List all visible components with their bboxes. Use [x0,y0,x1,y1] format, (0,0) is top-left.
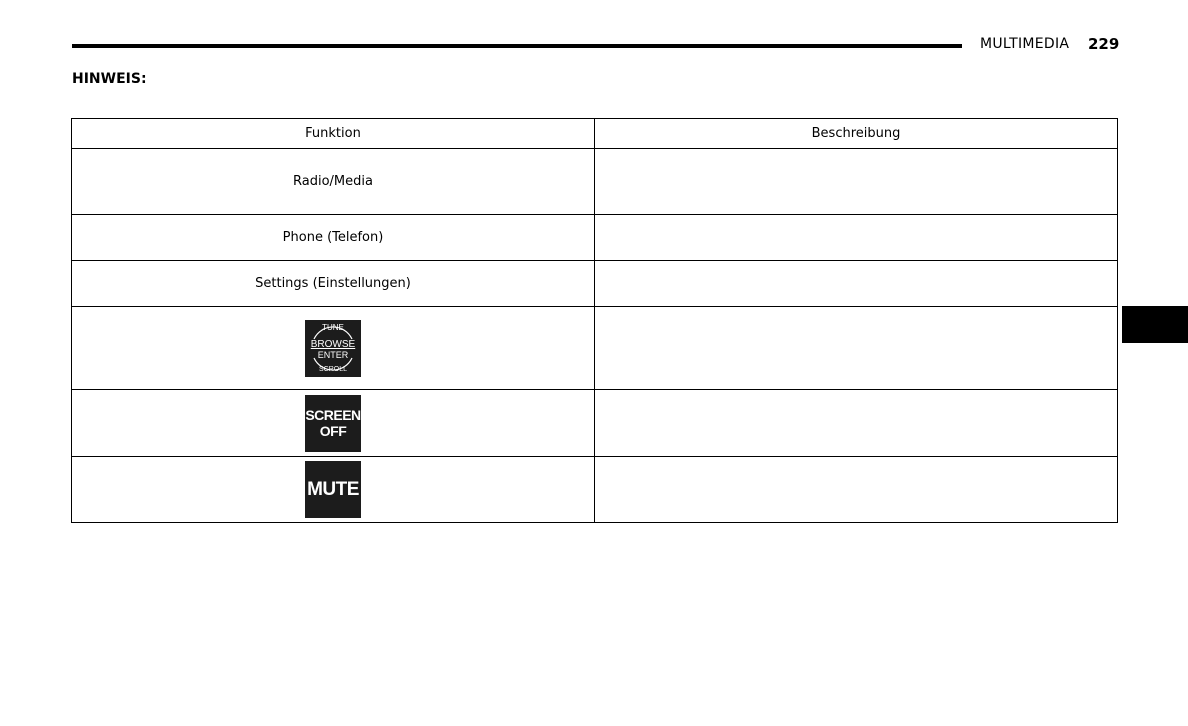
page-number: 229 [1088,35,1120,53]
table-row [72,457,1118,523]
table-row [72,149,1118,215]
function-cell [72,307,595,390]
function-cell: Phone (Telefon) [72,215,595,261]
description-cell [595,215,1118,261]
note-label: HINWEIS: [72,71,147,87]
screen-off-button-icon [305,395,361,452]
column-header-function: Funktion [72,119,595,149]
function-cell: Settings (Einstellungen) [72,261,595,307]
column-header-description: Beschreibung [595,119,1118,149]
tune-browse-knob-icon [305,320,361,377]
screen-off-label-line1: SCREEN [305,407,361,423]
screen-off-label-line2: OFF [319,423,347,439]
table-header-row [72,119,1118,149]
table-row [72,261,1118,307]
table-row [72,390,1118,457]
description-cell [595,261,1118,307]
section-title: MULTIMEDIA [980,36,1070,52]
knob-label-scroll: SCROLL [318,365,347,373]
function-cell [72,390,595,457]
mute-button-icon [305,461,361,518]
description-cell [595,149,1118,215]
table-row [72,307,1118,390]
function-table [71,118,1118,523]
function-cell [72,457,595,523]
description-cell [595,457,1118,523]
knob-label-enter: ENTER [317,349,349,360]
description-cell [595,390,1118,457]
knob-label-browse: BROWSE [310,338,356,350]
chapter-tab-marker [1122,306,1188,343]
description-cell [595,307,1118,390]
header-rule [72,44,962,48]
table-row [72,215,1118,261]
mute-label: MUTE [307,478,359,500]
function-cell: Radio/Media [72,149,595,215]
knob-label-tune: TUNE [322,322,344,332]
